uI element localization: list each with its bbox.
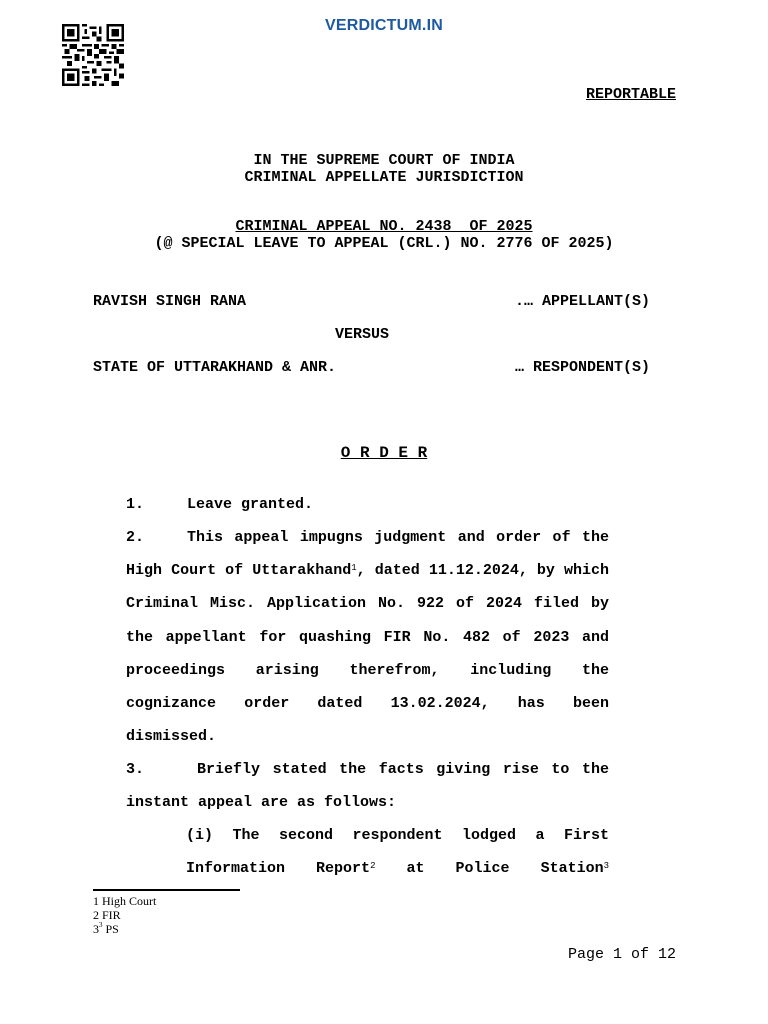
footnote-item: 2 FIR	[93, 908, 121, 922]
sub-paragraph-line: (i) The second respondent lodged a First	[186, 827, 609, 844]
paragraph-number: 2.	[126, 529, 145, 546]
respondent-role: … RESPONDENT(S)	[514, 359, 650, 376]
order-title: O R D E R	[340, 444, 428, 462]
respondent-name: STATE OF UTTARAKHAND & ANR.	[93, 359, 337, 376]
sub-paragraph-i	[186, 819, 609, 885]
footnote-divider	[93, 889, 240, 891]
paragraph-text: , dated 11.12.2024, by which Criminal Misc. Application No. 922 of 2024 filed by the appellant for quashing FIR No. 482 of 2023 and proceedings arising therefrom, including the cognizance order dated 13.02.2024, has been dismissed.	[126, 562, 609, 746]
jurisdiction: CRIMINAL APPELLATE JURISDICTION	[244, 169, 524, 186]
case-number	[0, 218, 768, 235]
paragraph-text: Briefly stated the facts giving rise to the instant appeal are as follows:	[126, 761, 609, 812]
footnote-item: $3^3$ PS	[93, 921, 119, 936]
paragraph-number: 1.	[126, 496, 145, 513]
court-name: IN THE SUPREME COURT OF INDIA	[253, 152, 515, 169]
paragraph-2	[126, 521, 609, 753]
paragraph-text: Leave granted.	[187, 496, 314, 513]
footnote-ref: 1	[351, 563, 357, 574]
paragraph-text: This appeal impugns judgment and order of the High Court of Uttarakhand	[126, 529, 609, 580]
sub-paragraph-line: Information Report$^2$ at Police Station$^3$	[186, 860, 609, 878]
footnote-item: 1 High Court	[93, 894, 157, 908]
paragraph-3	[126, 753, 609, 819]
brand-watermark: VERDICTUM.IN	[325, 17, 443, 34]
appellant-name: RAVISH SINGH RANA	[93, 293, 247, 310]
paragraph-1	[126, 488, 609, 521]
footnote-ref: 3	[603, 861, 609, 872]
page-number: Page 1 of 12	[567, 946, 676, 963]
footnote-ref: 2	[370, 861, 376, 872]
paragraph-number: 3.	[126, 761, 145, 778]
appellant-role: .… APPELLANT(S)	[514, 293, 650, 310]
reportable-label: REPORTABLE	[585, 86, 676, 103]
slp-number: (@ SPECIAL LEAVE TO APPEAL (CRL.) NO. 2776 OF 2025)	[154, 235, 614, 252]
versus-label: VERSUS	[335, 326, 390, 343]
criminal-appeal-number: CRIMINAL APPEAL NO. 2438 OF 2025	[235, 218, 533, 235]
